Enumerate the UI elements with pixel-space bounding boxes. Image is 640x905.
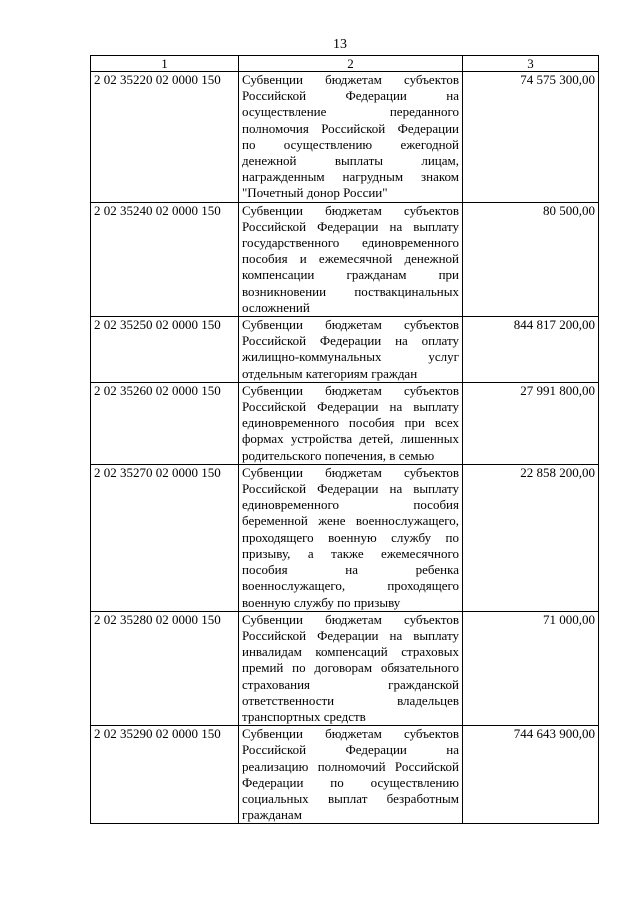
amount-value: 27 991 800,00: [463, 382, 599, 464]
table-row: [91, 317, 599, 383]
description-line: Российской Федерации на: [242, 742, 459, 758]
description-line: Субвенции бюджетам субъектов: [242, 464, 459, 480]
table-row: [91, 611, 599, 725]
description-line: награжденным нагрудным знаком: [242, 169, 459, 185]
table-row: [91, 464, 599, 611]
classification-code: 2 02 35280 02 0000 150: [91, 611, 239, 725]
subvention-description: [239, 72, 463, 203]
description-line: инвалидам компенсаций страховых: [242, 644, 459, 660]
description-line: реализацию полномочий Российской: [242, 758, 459, 774]
description-line: возникновении поствакцинальных: [242, 283, 459, 299]
description-line: Субвенции бюджетам субъектов: [242, 726, 459, 742]
subvention-description: [239, 611, 463, 725]
description-line: родительского попечения, в семью: [242, 447, 435, 463]
description-line: Российской Федерации на выплату: [242, 627, 459, 643]
description-line: военную службу по призыву: [242, 594, 401, 610]
amount-value: 744 643 900,00: [463, 726, 599, 824]
description-line: жилищно-коммунальных услуг: [242, 349, 459, 365]
description-line: страхования гражданской: [242, 676, 459, 692]
description-line: компенсации гражданам при: [242, 267, 459, 283]
description-line: пособия на ребенка: [242, 562, 459, 578]
classification-code: 2 02 35250 02 0000 150: [91, 317, 239, 383]
page-number: 13: [333, 37, 347, 52]
description-line: военнослужащего, проходящего: [242, 578, 459, 594]
classification-code: 2 02 35290 02 0000 150: [91, 726, 239, 824]
description-line: пособия и ежемесячной денежной: [242, 251, 459, 267]
description-line: социальных выплат безработным: [242, 790, 459, 806]
subvention-description: [239, 317, 463, 383]
description-line: Российской Федерации на оплату: [242, 333, 459, 349]
description-line: Федерации по осуществлению: [242, 774, 459, 790]
table-row: [91, 72, 599, 203]
description-line: проходящего военную службу по: [242, 529, 459, 545]
description-line: Российской Федерации на: [242, 88, 459, 104]
description-line: Субвенции бюджетам субъектов: [242, 611, 459, 627]
column-header-amount: 3: [463, 56, 599, 72]
classification-code: 2 02 35270 02 0000 150: [91, 464, 239, 611]
table-row: [91, 726, 599, 824]
subvention-description: [239, 726, 463, 824]
table-row: [91, 382, 599, 464]
description-line: Субвенции бюджетам субъектов: [242, 72, 459, 87]
description-line: единовременного пособия: [242, 497, 459, 513]
description-line: Субвенции бюджетам субъектов: [242, 382, 459, 398]
subvention-description: [239, 382, 463, 464]
description-line: единовременного пособия при всех: [242, 415, 459, 431]
description-line: осложнений: [242, 299, 310, 315]
classification-code: 2 02 35220 02 0000 150: [91, 72, 239, 203]
description-line: призыву, а также ежемесячного: [242, 545, 459, 561]
header-row: [91, 56, 599, 72]
description-line: беременной жене военнослужащего,: [242, 513, 459, 529]
description-line: Российской Федерации на выплату: [242, 481, 459, 497]
table-body: [91, 72, 599, 824]
description-line: денежной выплаты лицам,: [242, 153, 459, 169]
description-line: Субвенции бюджетам субъектов: [242, 202, 459, 218]
amount-value: 71 000,00: [463, 611, 599, 725]
description-line: Субвенции бюджетам субъектов: [242, 317, 459, 333]
description-line: Российской Федерации на выплату: [242, 218, 459, 234]
description-line: Российской Федерации на выплату: [242, 399, 459, 415]
column-header-code: 1: [91, 56, 239, 72]
column-header-description: 2: [239, 56, 463, 72]
classification-code: 2 02 35260 02 0000 150: [91, 382, 239, 464]
description-line: по осуществлению ежегодной: [242, 136, 459, 152]
description-line: "Почетный донор России": [242, 185, 388, 201]
description-line: осуществление переданного: [242, 104, 459, 120]
table-row: [91, 202, 599, 316]
description-line: ответственности владельцев: [242, 692, 459, 708]
budget-table: [90, 55, 599, 824]
description-line: транспортных средств: [242, 708, 366, 724]
subvention-description: [239, 202, 463, 316]
description-line: отдельным категориям граждан: [242, 365, 418, 381]
description-line: полномочия Российской Федерации: [242, 120, 459, 136]
subvention-description: [239, 464, 463, 611]
amount-value: 80 500,00: [463, 202, 599, 316]
description-line: государственного единовременного: [242, 235, 459, 251]
description-line: премий по договорам обязательного: [242, 660, 459, 676]
classification-code: 2 02 35240 02 0000 150: [91, 202, 239, 316]
description-line: формах устройства детей, лишенных: [242, 431, 459, 447]
amount-value: 844 817 200,00: [463, 317, 599, 383]
amount-value: 74 575 300,00: [463, 72, 599, 203]
description-line: гражданам: [242, 807, 302, 823]
amount-value: 22 858 200,00: [463, 464, 599, 611]
